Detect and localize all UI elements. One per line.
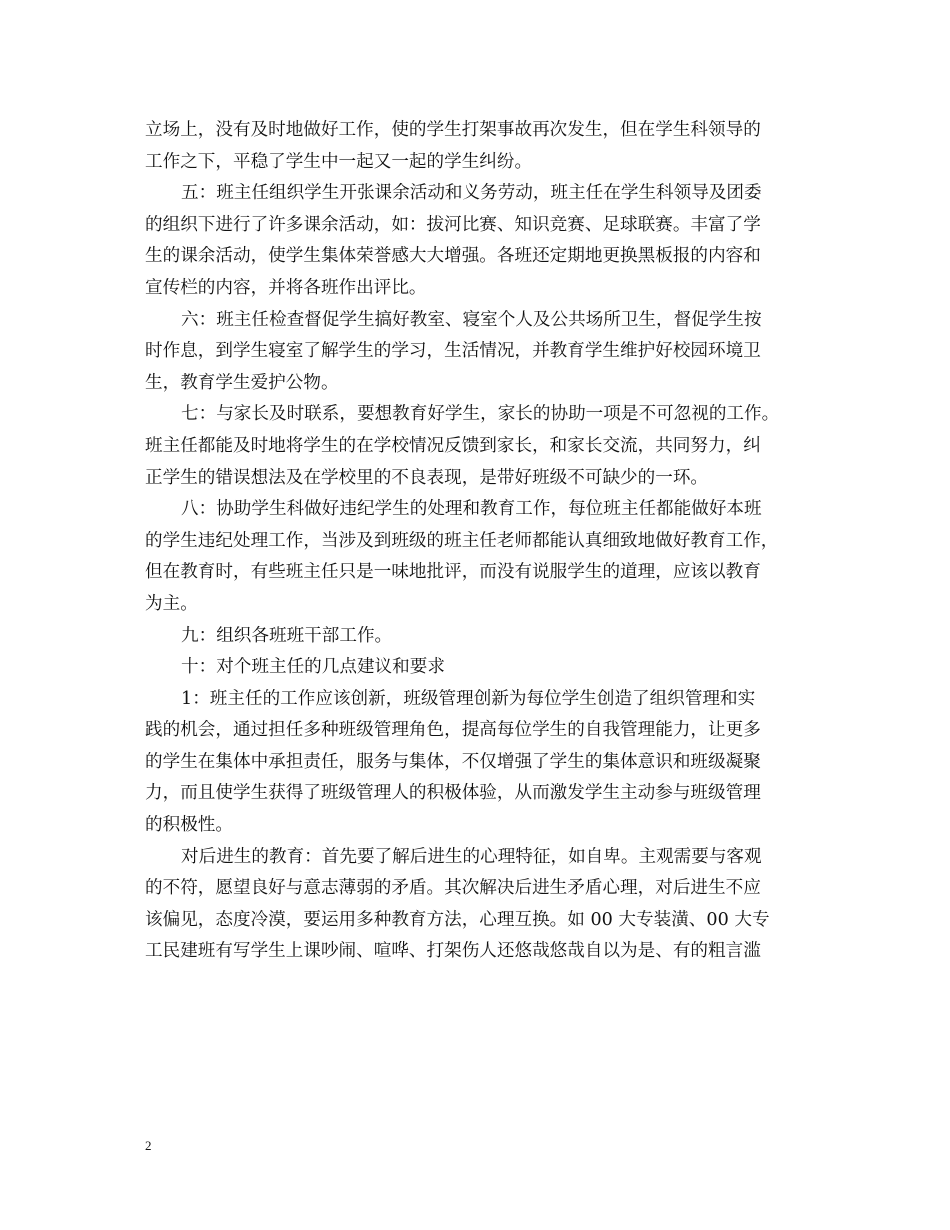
page-number: 2 — [145, 1138, 152, 1153]
text-line: 该偏见，态度冷漠，要运用多种教育方法，心理互换。如 00 大专装潢、00 大专 — [145, 909, 770, 930]
paragraph — [145, 842, 805, 968]
text-line: 的学生违纪处理工作，当涉及到班级的班主任老师都能认真细致地做好教育工作， — [145, 530, 779, 551]
text-line: 十：对个班主任的几点建议和要求 — [181, 657, 445, 678]
text-line: 宣传栏的内容，并将各班作出评比。 — [145, 277, 427, 298]
text-line: 但在教育时，有些班主任只是一味地批评，而没有说服学生的道理，应该以教育 — [145, 562, 761, 583]
text-line: 七：与家长及时联系，要想教育好学生，家长的协助一项是不可忽视的工作。 — [181, 404, 780, 425]
text-line: 八：协助学生科做好违纪学生的处理和教育工作，每位班主任都能做好本班 — [181, 499, 762, 520]
paragraph — [145, 178, 805, 304]
paragraph — [145, 115, 805, 178]
text-line: 五：班主任组织学生开张课余活动和义务劳动，班主任在学生科领导及团委 — [181, 183, 762, 204]
text-line: 班主任都能及时地将学生的在学校情况反馈到家长，和家长交流，共同努力，纠 — [145, 435, 761, 456]
text-line: 生的课余活动，使学生集体荣誉感大大增强。各班还定期地更换黑板报的内容和 — [145, 246, 761, 267]
text-line: 对后进生的教育：首先要了解后进生的心理特征，如自卑。主观需要与客观 — [181, 846, 762, 867]
paragraph — [145, 621, 805, 653]
paragraph — [145, 652, 805, 684]
text-line: 的积极性。 — [145, 815, 233, 836]
paragraph — [145, 305, 805, 400]
body-text — [145, 115, 805, 968]
text-line: 工民建班有写学生上课吵闹、喧哗、打架伤人还悠哉悠哉自以为是、有的粗言滥 — [145, 941, 761, 962]
text-line: 生，教育学生爱护公物。 — [145, 372, 339, 393]
text-line: 正学生的错误想法及在学校里的不良表现，是带好班级不可缺少的一环。 — [145, 467, 709, 488]
paragraph — [145, 494, 805, 620]
text-line: 的学生在集体中承担责任，服务与集体，不仅增强了学生的集体意识和班级凝聚 — [145, 751, 761, 772]
text-line: 践的机会，通过担任多种班级管理角色，提高每位学生的自我管理能力，让更多 — [145, 720, 761, 741]
text-line: 为主。 — [145, 593, 198, 614]
text-line: 工作之下，平稳了学生中一起又一起的学生纠纷。 — [145, 151, 533, 172]
text-line: 1：班主任的工作应该创新，班级管理创新为每位学生创造了组织管理和实 — [181, 688, 756, 709]
text-line: 九：组织各班班干部工作。 — [181, 625, 393, 646]
text-line: 的不符，愿望良好与意志薄弱的矛盾。其次解决后进生矛盾心理，对后进生不应 — [145, 878, 761, 899]
paragraph — [145, 684, 805, 842]
text-line: 六：班主任检查督促学生搞好教室、寝室个人及公共场所卫生，督促学生按 — [181, 309, 762, 330]
paragraph — [145, 399, 805, 494]
text-line: 力，而且使学生获得了班级管理人的积极体验，从而激发学生主动参与班级管理 — [145, 783, 761, 804]
text-line: 时作息，到学生寝室了解学生的学习，生活情况，并教育学生维护好校园环境卫 — [145, 341, 761, 362]
text-line: 的组织下进行了许多课余活动，如：拔河比赛、知识竞赛、足球联赛。丰富了学 — [145, 214, 761, 235]
text-line: 立场上，没有及时地做好工作，使的学生打架事故再次发生，但在学生科领导的 — [145, 120, 761, 140]
